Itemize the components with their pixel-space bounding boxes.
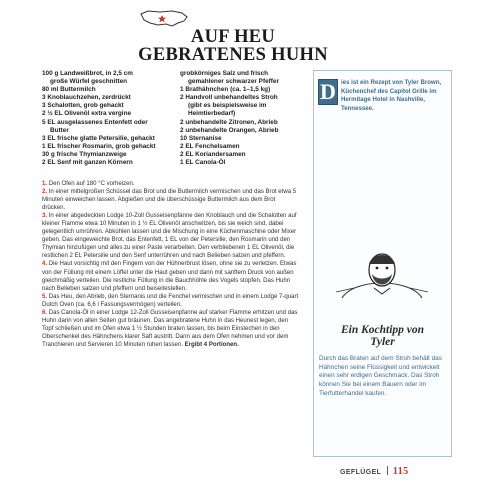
ingredient-line: 3 Knoblauchzehen, zerdrückt <box>42 94 131 102</box>
tip-title-line-1: Ein Kochtipp von <box>340 324 425 336</box>
ingredient-line: 10 Sternanise <box>180 134 222 142</box>
step-text: In einer abgedeckten Lodge 10-Zoll Gusseisenpfanne den Knoblauch und die Schalotten auf kleiner Flamme etwa 10 Minuten in 1 ½ EL Olivenöl anschwitzen, bis sie weich sind, dabei gelegentlich umrühren. Abkühlen lassen und die Mischung in eine Küchenmaschine oder Mixer geben. Das eingeweichte Brot, das Entenfett, 1 EL von der Petersilie, den Rosmarin und den Thymian hinzufügen und alles zu einer Paste verarbeiten. Den verbliebenen 1 EL Olivenöl, die restlichen 2 EL Petersilie und den Senf unterrühren und nach Belieben salzen und pfeffern. <box>42 213 297 260</box>
ingredient-line: 3 Schalotten, grob gehackt <box>42 102 124 110</box>
footer-section: GEFLÜGEL <box>340 469 382 476</box>
ingredient-line: 3 EL frische glatte Petersilie, gehackt <box>42 134 155 142</box>
step-number: 6. <box>42 309 48 316</box>
ingredient-line: 80 ml Buttermilch <box>42 86 96 94</box>
ingredient-line: 5 EL ausgelassenes Entenfett oder <box>42 118 148 126</box>
footer-divider <box>387 466 388 475</box>
ingredient-line: 2 unbehandelte Orangen, Abrieb <box>180 126 279 134</box>
step-text: In einer mittelgroßen Schüssel das Brot und die Buttermilch vermischen und das Brot etwa 5 Minuten einweichen lassen. Abgießen und die überschüssige Buttermilch aus dem Brot drücken. <box>42 189 297 212</box>
ingredient-line: Heimtierbedarf) <box>188 110 236 118</box>
tip-title-line-2: Tyler <box>370 336 395 348</box>
instruction-step <box>42 180 300 188</box>
ingredient-line: 30 g frische Thymianzweige <box>42 150 127 158</box>
sidebar-intro <box>318 79 446 113</box>
ingredient-line: 1 EL Canola-Öl <box>180 159 226 167</box>
ingredient-line: Butter <box>50 126 69 134</box>
instruction-step <box>42 293 300 309</box>
ingredients-left-column <box>42 70 177 167</box>
ingredient-line: (gibt es beispielsweise im <box>188 102 267 110</box>
instruction-step <box>42 260 300 292</box>
instruction-step <box>42 212 300 260</box>
step-number: 5. <box>42 293 48 300</box>
ingredient-line: grobkörniges Salz und frisch <box>180 70 269 77</box>
instruction-step <box>42 188 300 212</box>
recipe-title <box>118 28 348 64</box>
ingredient-line: 2 ½ EL Olivenöl extra vergine <box>42 110 132 118</box>
ingredient-line: gemahlener schwarzer Pfeffer <box>188 78 279 86</box>
yield-text: Ergibt 4 Portionen. <box>184 341 239 348</box>
step-text: Das Heu, den Abrieb, den Sternanis und die Fenchel vermischen und in einem Lodge 7-quart Dutch Oven (ca. 6,6 l Fassungsvermögen) verteilen. <box>42 293 299 308</box>
ingredient-line: 2 EL Senf mit ganzen Körnern <box>42 159 133 167</box>
tip-title <box>314 324 451 348</box>
ingredient-line: große Würfel geschnitten <box>50 78 128 86</box>
step-text: Den Ofen auf 180 °C vorheizen. <box>48 181 135 187</box>
step-text: Die Haut vorsichtig mit den Fingern von der Hühnerbrust lösen, ohne sie zu verletzen. Etwas von der Füllung mit einem Löffel unter die Haut geben und dann mit sanftem Druck von außen gleichmäßig verteilen. Die restliche Füllung in die Bauchhöhle des Vogels stopfen. Das Huhn nach Belieben salzen und pfeffern und beiseitestellen. <box>42 261 297 292</box>
step-number: 2. <box>42 189 48 196</box>
page-number: 115 <box>392 466 409 477</box>
ingredient-line: 1 EL frischer Rosmarin, grob gehackt <box>42 142 156 150</box>
sidebar-box <box>313 70 452 457</box>
tip-body: Durch das Braten auf dem Stroh behält das Hähnchen seine Flüssigkeit und entwickelt einen sehr erdigen Geschmack. Das Stroh können Sie bei einem Bauern oder im Tierfutterhandel kaufen. <box>319 355 442 397</box>
instructions <box>42 180 300 349</box>
ingredient-line: 2 EL Koriandersamen <box>180 150 246 158</box>
step-text: Das Canola-Öl in einer Lodge 12-Zoll Gusseisenpfanne auf starker Flamme erhitzen und das Huhn darin von allen Seiten gut bräunen. Das angebratene Huhn in das Heunest legen, den Topf schließen und im Ofen etwa 1 ½ Stunden braten lassen, bis beim Einstechen in den Oberschenkel des Hähnchens klarer Saft austritt. Dann aus dem Ofen nehmen und vor dem Tranchieren und Servieren 10 Minuten ruhen lassen. <box>42 309 298 348</box>
step-number: 1. <box>42 181 48 187</box>
page-footer <box>340 466 409 477</box>
chef-portrait-illustration <box>334 248 430 304</box>
ingredient-line: 1 Brathähnchen (ca. 1–1,5 kg) <box>180 86 271 94</box>
title-line-2: GEBRATENES HUHN <box>138 45 328 65</box>
title-line-1: AUF HEU <box>190 27 276 47</box>
sidebar-intro-text: ies ist ein Rezept von Tyler Brown, Küchenchef des Capitol Grille im Hermitage Hotel in Nashville, Tennessee. <box>341 79 442 112</box>
step-number: 3. <box>42 213 48 220</box>
ingredients-right-column <box>180 70 298 167</box>
ingredient-line: 2 Handvoll unbehandeltes Stroh <box>180 94 278 102</box>
usa-map-logo <box>138 8 190 28</box>
ingredient-line: 2 unbehandelte Zitronen, Abrieb <box>180 118 278 126</box>
instruction-step <box>42 309 300 349</box>
ingredient-line: 100 g Landweißbrot, in 2,5 cm <box>42 70 133 77</box>
step-number: 4. <box>42 261 48 268</box>
dropcap-letter: D <box>318 79 338 105</box>
ingredient-line: 2 EL Fenchelsamen <box>180 142 240 150</box>
